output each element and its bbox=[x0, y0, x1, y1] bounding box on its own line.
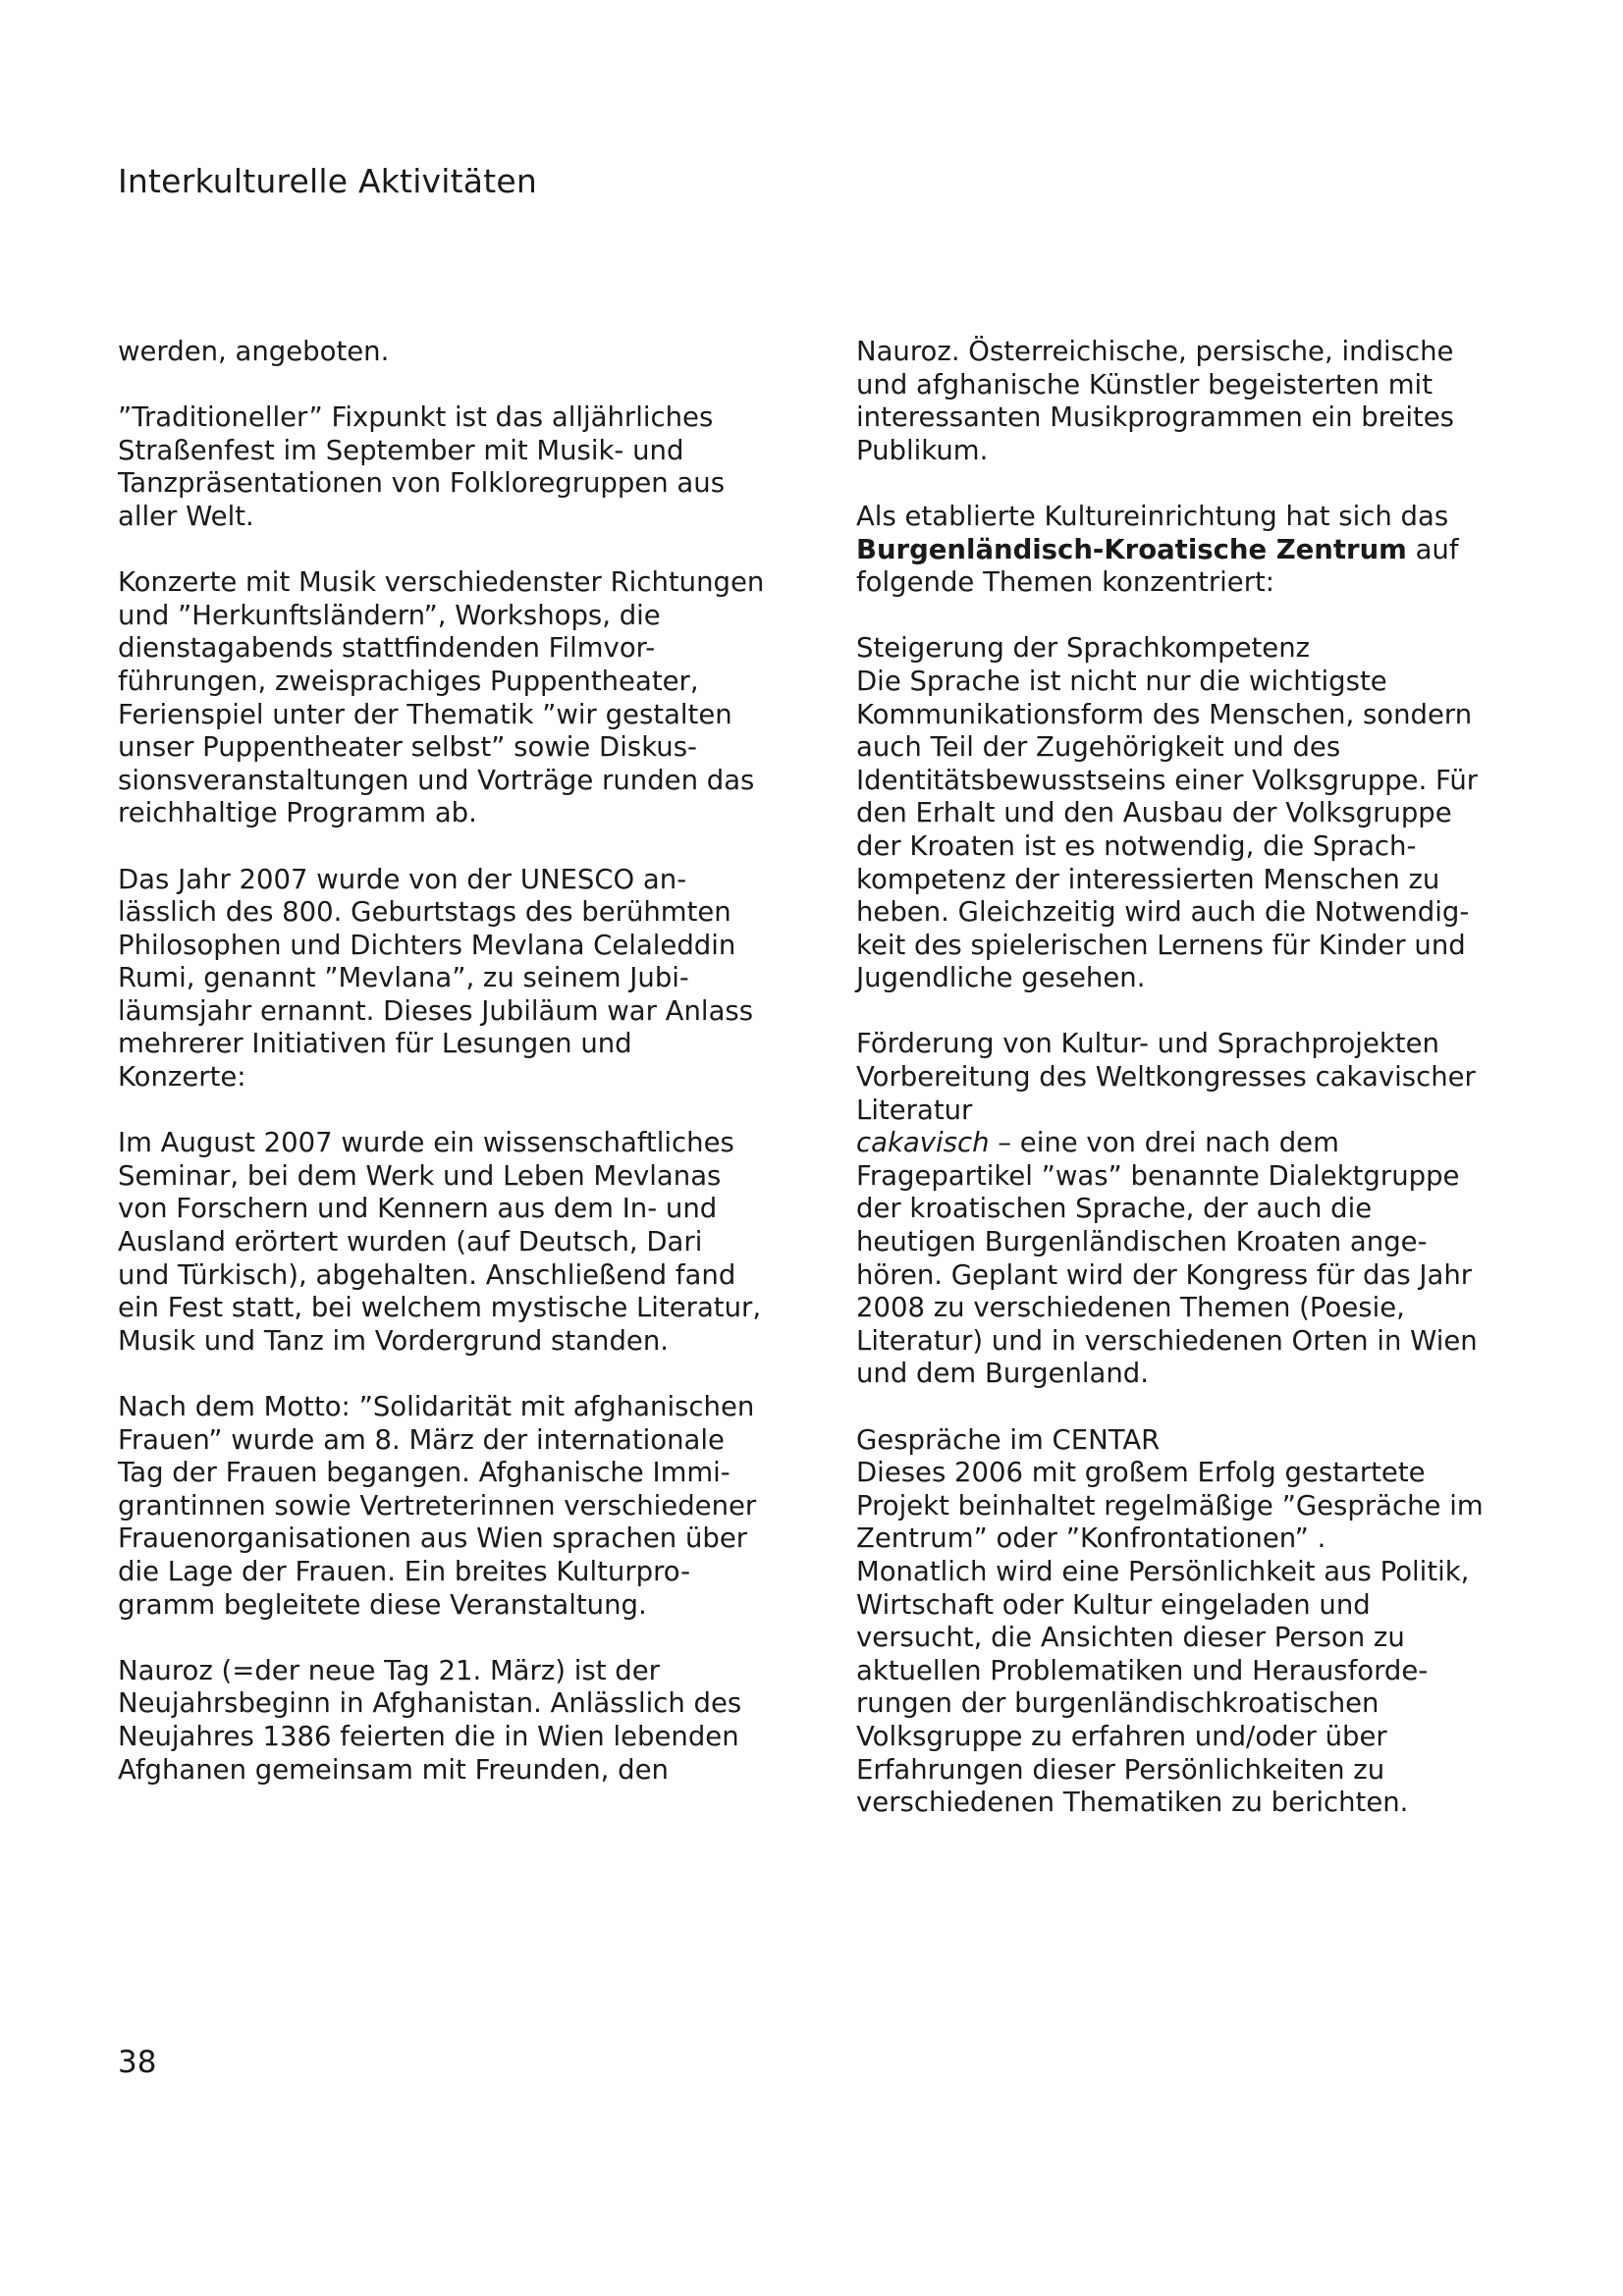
text-line: versucht, die Ansichten dieser Person zu bbox=[856, 1622, 1405, 1654]
text-line: aktuellen Problematiken und Herausforde- bbox=[856, 1654, 1429, 1686]
text-line: ein Fest statt, bei welchem mystische Literatur, bbox=[118, 1292, 762, 1324]
text-line: Monatlich wird eine Persönlichkeit aus Politik, bbox=[856, 1555, 1470, 1587]
text-line: Das Jahr 2007 wurde von der UNESCO an- bbox=[118, 863, 687, 895]
paragraph bbox=[118, 864, 795, 1095]
text-line: Konzerte mit Musik verschiedenster Richtungen bbox=[118, 566, 765, 599]
text-line: Tag der Frauen begangen. Afghanische Immi- bbox=[118, 1457, 730, 1489]
text-line: Frauen” wurde am 8. März der internationale bbox=[118, 1423, 725, 1456]
text-line: von Forschern und Kennern aus dem In- und bbox=[118, 1193, 718, 1225]
text-line: Ausland erörtert wurden (auf Deutsch, Dari bbox=[118, 1226, 703, 1258]
text-line: dienstagabends stattfindenden Filmvor- bbox=[118, 632, 656, 665]
text-line: heben. Gleichzeitig wird auch die Notwendig- bbox=[856, 896, 1470, 929]
page-header-title: Interkulturelle Aktivitäten bbox=[118, 162, 537, 200]
text-line bbox=[856, 534, 1534, 567]
text-line: Kommunikationsform des Menschen, sondern bbox=[856, 698, 1473, 730]
text-line: Straßenfest im September mit Musik- und bbox=[118, 434, 684, 466]
text-line: Rumi, genannt ”Mevlana”, zu seinem Jubi- bbox=[118, 962, 689, 994]
section-heading: Förderung von Kultur- und Sprachprojekten bbox=[856, 1028, 1439, 1060]
paragraph bbox=[118, 336, 795, 369]
text-line: Musik und Tanz im Vordergrund standen. bbox=[118, 1324, 669, 1357]
text-line: Konzerte: bbox=[118, 1061, 246, 1094]
text-line: Neujahres 1386 feierten die in Wien lebenden bbox=[118, 1720, 739, 1752]
text-line: läumsjahr ernannt. Dieses Jubiläum war Anlass bbox=[118, 994, 754, 1027]
text-line: Als etablierte Kultureinrichtung hat sich das bbox=[856, 500, 1449, 532]
text-line: und ”Herkunftsländern”, Workshops, die bbox=[118, 599, 661, 631]
text-line: und Türkisch), abgehalten. Anschließend fand bbox=[118, 1258, 736, 1291]
paragraph bbox=[118, 1127, 795, 1358]
text-line: Ferienspiel unter der Thematik ”wir gestalten bbox=[118, 698, 732, 730]
text-line: Vorbereitung des Weltkongresses cakavischer bbox=[856, 1061, 1476, 1094]
text-line: Identitätsbewusstseins einer Volksgruppe. Für bbox=[856, 764, 1479, 796]
paragraph bbox=[856, 1028, 1534, 1391]
text-line: folgende Themen konzentriert: bbox=[856, 566, 1275, 599]
text-line: und dem Burgenland. bbox=[856, 1358, 1150, 1390]
text-line: Volksgruppe zu erfahren und/oder über bbox=[856, 1720, 1387, 1752]
text-line: Fragepartikel ”was” benannte Dialektgruppe bbox=[856, 1159, 1460, 1192]
text-fragment: auf bbox=[1406, 533, 1459, 565]
text-line: werden, angeboten. bbox=[118, 336, 390, 367]
text-line: der kroatischen Sprache, der auch die bbox=[856, 1193, 1373, 1225]
text-line: Seminar, bei dem Werk und Leben Mevlanas bbox=[118, 1159, 722, 1192]
text-line: führungen, zweisprachiges Puppentheater, bbox=[118, 665, 699, 697]
text-line: Die Sprache ist nicht nur die wichtigste bbox=[856, 665, 1387, 697]
text-line: Wirtschaft oder Kultur eingeladen und bbox=[856, 1588, 1371, 1621]
text-line: der Kroaten ist es notwendig, die Sprach- bbox=[856, 829, 1417, 862]
paragraph bbox=[856, 1424, 1534, 1820]
paragraph bbox=[856, 501, 1534, 600]
italic-term: cakavisch bbox=[856, 1127, 990, 1159]
text-line: verschiedenen Thematiken zu berichten. bbox=[856, 1787, 1409, 1819]
text-line: 2008 zu verschiedenen Themen (Poesie, bbox=[856, 1292, 1405, 1324]
text-line: Nach dem Motto: ”Solidarität mit afghanischen bbox=[118, 1391, 755, 1422]
text-line: Zentrum” oder ”Konfrontationen” . bbox=[856, 1522, 1326, 1555]
text-line: Afghanen gemeinsam mit Freunden, den bbox=[118, 1753, 669, 1786]
text-line: Erfahrungen dieser Persönlichkeiten zu bbox=[856, 1753, 1385, 1786]
text-line: lässlich des 800. Geburtstags des berühmten bbox=[118, 896, 731, 929]
text-line: Projekt beinhaltet regelmäßige ”Gespräche im bbox=[856, 1489, 1484, 1522]
text-line: Im August 2007 wurde ein wissenschaftliches bbox=[118, 1127, 734, 1159]
right-column bbox=[856, 336, 1534, 1820]
text-line: heutigen Burgenländischen Kroaten ange- bbox=[856, 1226, 1428, 1258]
text-line: Neujahrsbeginn in Afghanistan. Anlässlich des bbox=[118, 1687, 742, 1720]
paragraph bbox=[118, 401, 795, 533]
text-line bbox=[856, 1127, 1534, 1160]
text-line: Frauenorganisationen aus Wien sprachen über bbox=[118, 1522, 748, 1555]
text-line: reichhaltige Programm ab. bbox=[118, 797, 477, 829]
paragraph bbox=[118, 1655, 795, 1787]
text-line: gramm begleitete diese Veranstaltung. bbox=[118, 1588, 647, 1621]
text-line: rungen der burgenländischkroatischen bbox=[856, 1687, 1380, 1720]
text-line: Nauroz (=der neue Tag 21. März) ist der bbox=[118, 1654, 660, 1686]
text-line: ”Traditioneller” Fixpunkt ist das alljährliches bbox=[118, 401, 714, 434]
left-column bbox=[118, 336, 795, 1787]
text-line: Literatur) und in verschiedenen Orten in Wien bbox=[856, 1324, 1478, 1357]
text-line: Jugendliche gesehen. bbox=[856, 962, 1146, 994]
section-heading: Gespräche im CENTAR bbox=[856, 1423, 1161, 1456]
page-number: 38 bbox=[118, 2045, 157, 2080]
paragraph bbox=[118, 566, 795, 830]
text-line: den Erhalt und den Ausbau der Volksgruppe bbox=[856, 797, 1452, 829]
text-line: und afghanische Künstler begeisterten mit bbox=[856, 368, 1433, 400]
text-line: kompetenz der interessierten Menschen zu bbox=[856, 863, 1440, 895]
text-line: Nauroz. Österreichische, persische, indische bbox=[856, 336, 1454, 367]
paragraph bbox=[856, 336, 1534, 467]
paragraph bbox=[118, 1391, 795, 1622]
text-line: die Lage der Frauen. Ein breites Kulturpro- bbox=[118, 1555, 691, 1587]
centre-name-bold: Burgenländisch-Kroatische Zentrum bbox=[856, 533, 1407, 565]
text-line: Dieses 2006 mit großem Erfolg gestartete bbox=[856, 1457, 1426, 1489]
text-fragment: – eine von drei nach dem bbox=[989, 1127, 1339, 1159]
text-line: auch Teil der Zugehörigkeit und des bbox=[856, 731, 1341, 764]
text-line: interessanten Musikprogrammen ein breites bbox=[856, 401, 1454, 434]
text-line: keit des spielerischen Lernens für Kinder und bbox=[856, 929, 1466, 961]
section-heading: Steigerung der Sprachkompetenz bbox=[856, 632, 1311, 665]
text-line: Tanzpräsentationen von Folkloregruppen aus bbox=[118, 467, 726, 500]
text-line: Philosophen und Dichters Mevlana Celaleddin bbox=[118, 929, 736, 961]
text-line: hören. Geplant wird der Kongress für das Jahr bbox=[856, 1258, 1473, 1291]
text-line: sionsveranstaltungen und Vorträge runden das bbox=[118, 764, 755, 796]
text-line: Publikum. bbox=[856, 434, 989, 466]
text-line: Literatur bbox=[856, 1094, 973, 1126]
paragraph bbox=[856, 632, 1534, 995]
text-line: grantinnen sowie Vertreterinnen verschiedener bbox=[118, 1489, 757, 1522]
text-line: mehrerer Initiativen für Lesungen und bbox=[118, 1028, 632, 1060]
text-line: unser Puppentheater selbst” sowie Diskus- bbox=[118, 731, 697, 764]
text-line: aller Welt. bbox=[118, 500, 254, 532]
